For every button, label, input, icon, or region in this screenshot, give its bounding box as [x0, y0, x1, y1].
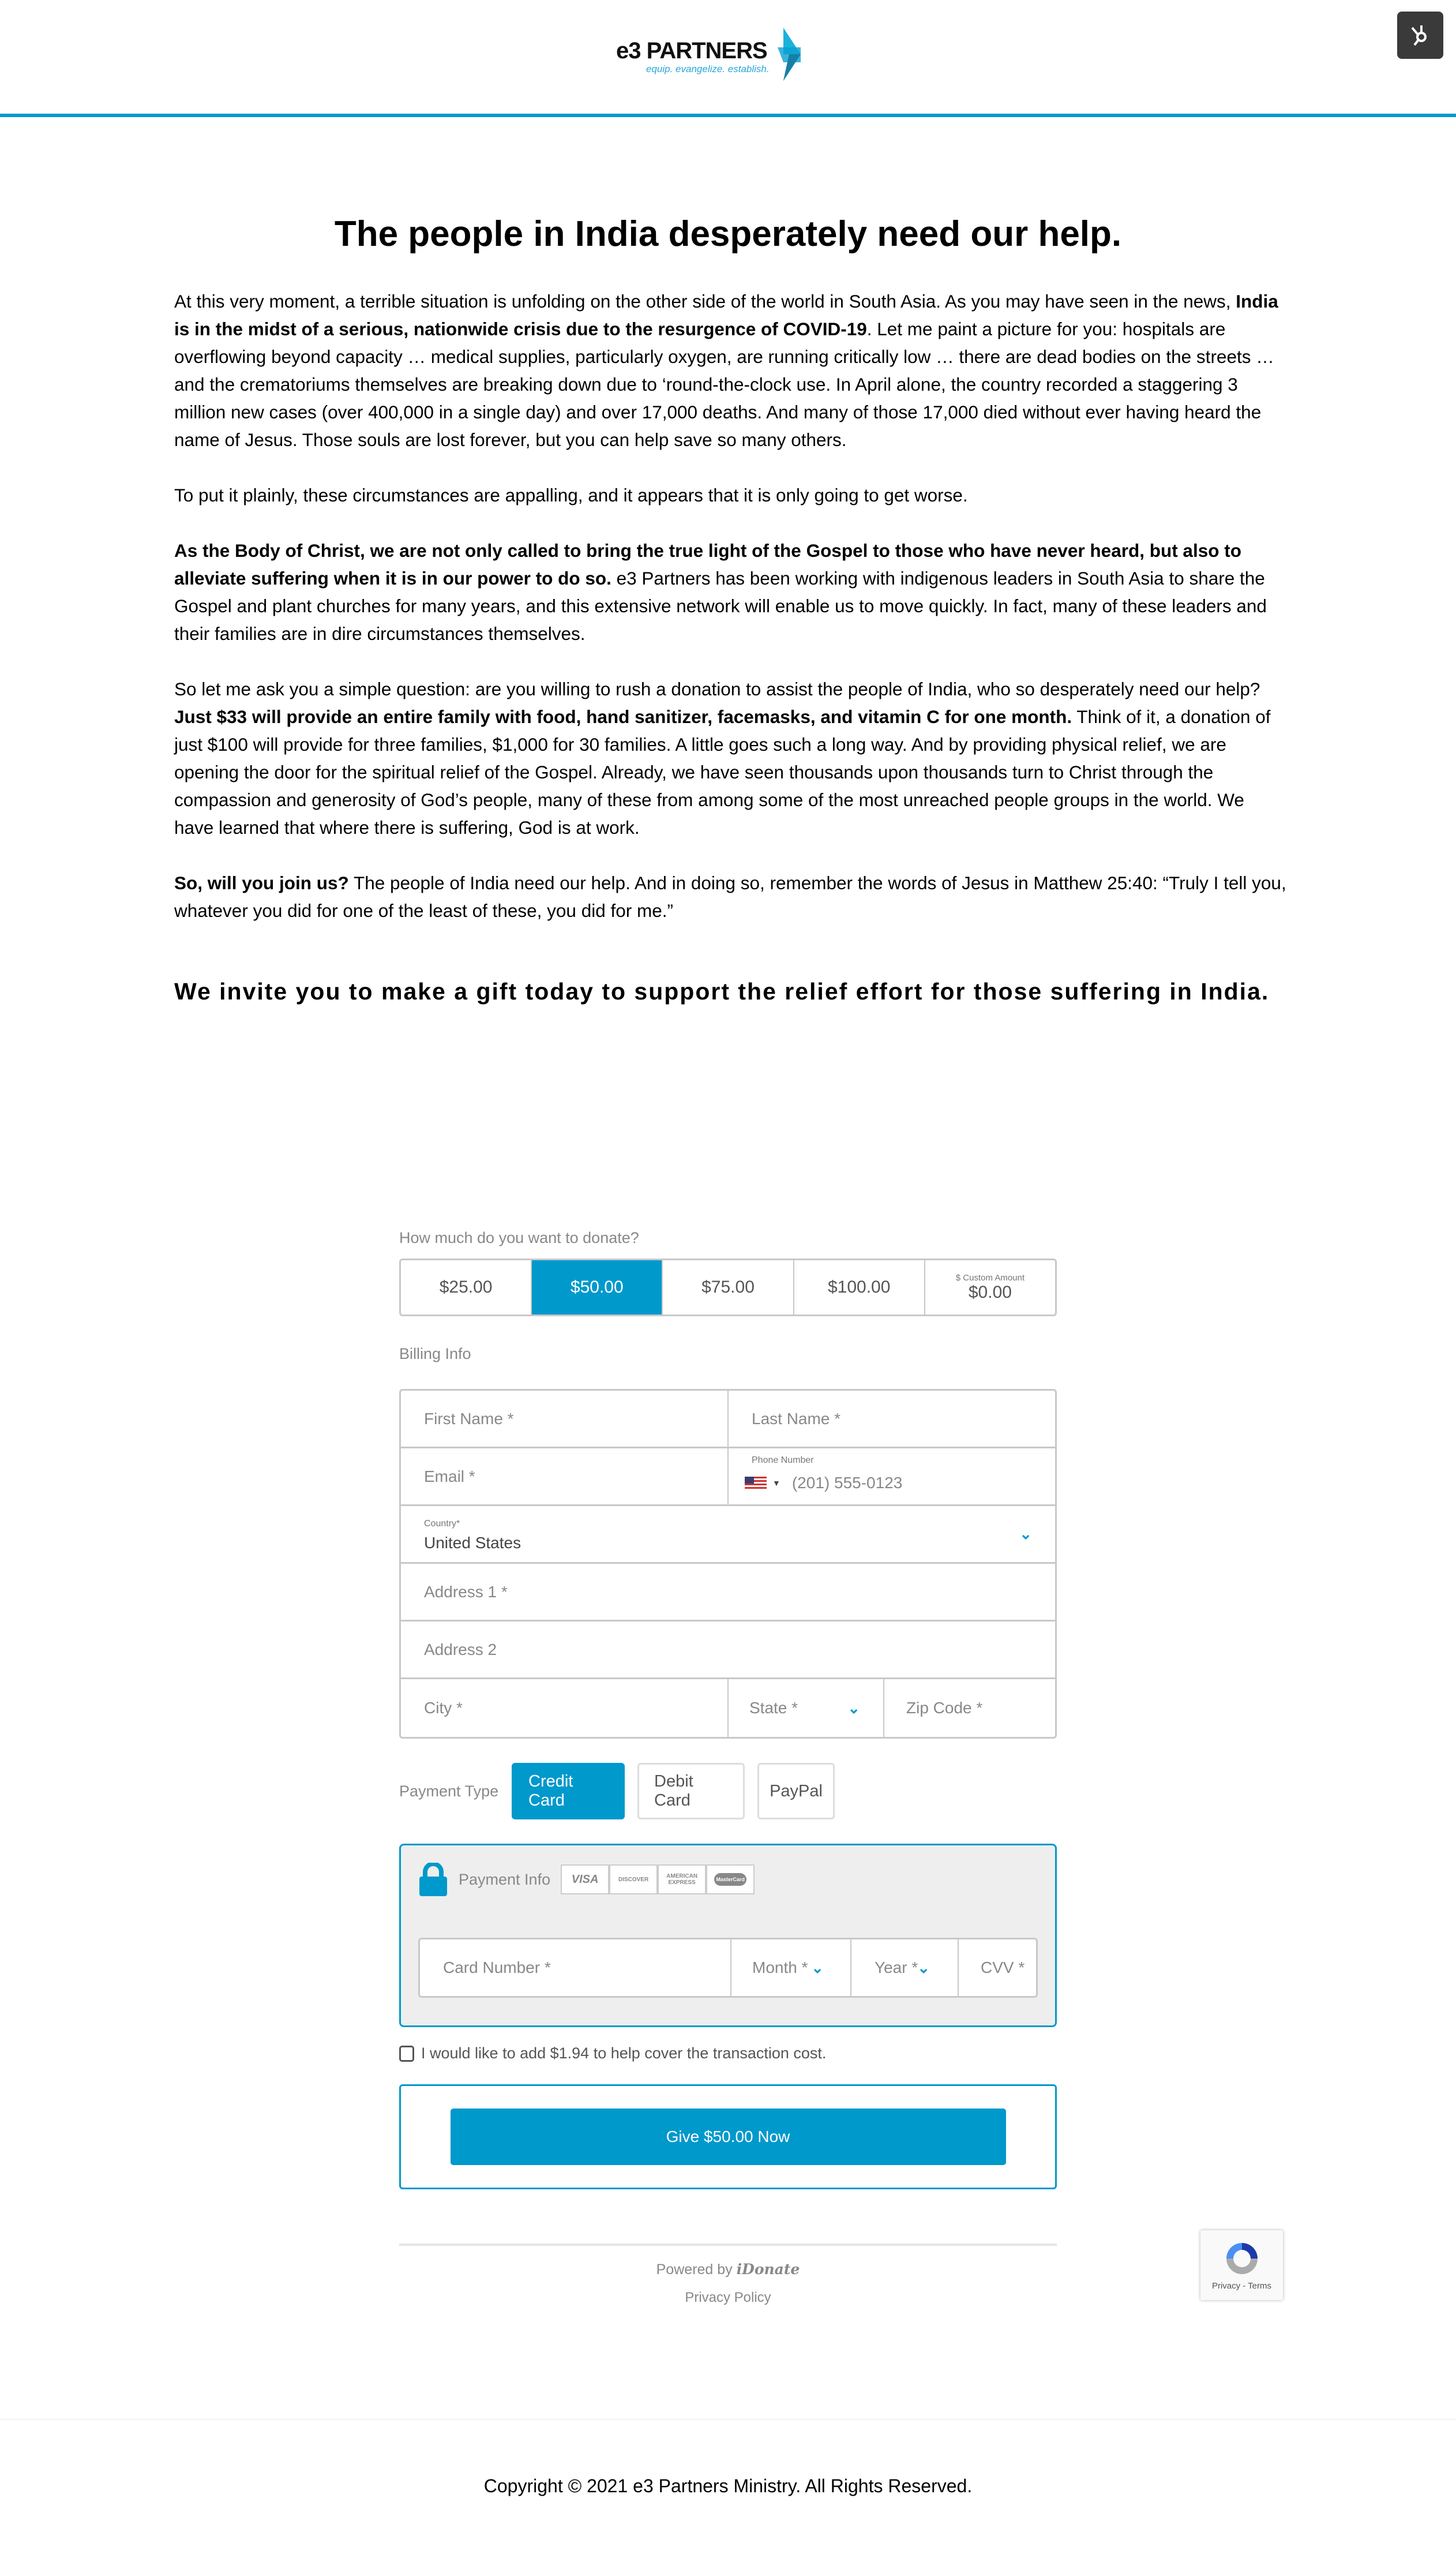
amount-option[interactable]: $100.00 — [794, 1260, 925, 1315]
billing-label: Billing Info — [399, 1345, 471, 1362]
paragraph: As the Body of Christ, we are not only called to bring the true light of the Gospel to those who have never heard, but also to alleviate suffering when it is in our power to do so. e3 Partners has been working with indigenous leaders in South Asia to share the Gospel and plant churches for many years, and this extensive network will enable us to move quickly. In fact, many of these leaders and their families are in dire circumstances themselves. — [174, 540, 1267, 644]
paragraph: So let me ask you a simple question: are you willing to rush a donation to assist the people of India, who so desperately need our help? Just $33 will provide an entire family with food, hand sanitizer, facemasks, and vitamin C for one month. Think of it, a donation of just $100 will provide for three families, $1,000 for 30 families. A little goes such a long way. And by providing physical relief, we are opening the door for the spiritual relief of the Gospel. Already, we have seen thousands upon thousands turn to Christ through the compassion and generosity of God’s people, many of these from among some of the most unreached people groups in the world. We have learned that where there is suffering, God is at work. — [174, 679, 1271, 838]
give-now-button[interactable]: Give $50.00 Now — [451, 2109, 1006, 2165]
paragraph: At this very moment, a terrible situation is unfolding on the other side of the world in South Asia. As you may have seen in the news, India is in the midst of a serious, nationwide crisis due to the resurgence of COVID-19. Let me paint a picture for you: hospitals are overflowing beyond capacity … medical supplies, particularly oxygen, are running critically low … there are dead bodies on the streets … and the crematoriums themselves are breaking down due to ‘round-the-clock use. In April alone, the country recorded a staggering 3 million new cases (over 400,000 in a single day) and over 17,000 deaths. And many of those 17,000 died without ever having heard the name of Jesus. Those souls are lost forever, but you can help save so many others. — [174, 291, 1278, 450]
submit-panel — [399, 2084, 1057, 2189]
paragraph: To put it plainly, these circumstances are appalling, and it appears that it is only going to get worse. — [174, 485, 968, 505]
debit-card-button[interactable]: Debit Card — [637, 1763, 745, 1819]
invite-heading: We invite you to make a gift today to support the relief effort for those suffering in India. — [174, 978, 1270, 1005]
paragraph: So, will you join us? The people of India need our help. And in doing so, remember the words of Jesus in Matthew 25:40: “Truly I tell you, whatever you did for one of the least of these, you did for me.” — [174, 872, 1286, 921]
city-field[interactable]: City * — [401, 1679, 729, 1737]
payment-type — [399, 1763, 1057, 1819]
site-header — [0, 0, 1456, 117]
copyright: Copyright © 2021 e3 Partners Ministry. All Rights Reserved. — [483, 2476, 973, 2496]
logo-arrow-icon — [778, 28, 818, 81]
cover-cost-option[interactable]: I would like to add $1.94 to help cover the transaction cost. — [399, 2044, 1057, 2062]
hubspot-sprocket-icon[interactable] — [1397, 12, 1443, 59]
cover-cost-checkbox[interactable] — [399, 2046, 414, 2062]
chevron-down-icon: ⌄ — [1019, 1525, 1032, 1542]
amount-option[interactable]: $25.00 — [401, 1260, 532, 1315]
amount-label: How much do you want to donate? — [399, 1229, 639, 1246]
zip-field[interactable]: Zip Code * — [906, 1699, 983, 1717]
idonate-logo[interactable]: iDonate — [736, 2261, 800, 2278]
page-title: The people in India desperately need our help. — [334, 214, 1122, 254]
powered-by: Powered by iDonate — [656, 2261, 800, 2278]
credit-card-button[interactable]: Credit Card — [512, 1763, 625, 1819]
amount-selector — [399, 1259, 1057, 1316]
privacy-policy-link[interactable]: Privacy Policy — [685, 2290, 771, 2305]
mastercard-icon: MasterCard — [706, 1864, 755, 1894]
recaptcha-icon — [1222, 2238, 1262, 2279]
appeal-letter — [174, 287, 1288, 952]
paypal-button[interactable]: PayPal — [757, 1763, 835, 1819]
year-select[interactable]: Year * ⌄ — [851, 1939, 959, 1996]
chevron-down-icon: ⌄ — [811, 1958, 824, 1976]
lock-icon — [418, 1863, 448, 1896]
month-select[interactable]: Month * ⌄ — [731, 1939, 851, 1996]
first-name-field[interactable]: First Name * — [401, 1391, 729, 1447]
recaptcha-badge[interactable]: Privacy - Terms — [1200, 2230, 1283, 2300]
chevron-down-icon: ⌄ — [847, 1699, 860, 1717]
site-footer — [0, 2419, 1456, 2554]
state-select[interactable]: State * ⌄ — [729, 1679, 884, 1737]
visa-icon: VISA — [561, 1864, 609, 1894]
payment-type-label: Payment Type — [399, 1782, 499, 1800]
card-fields — [418, 1938, 1038, 1998]
country-select[interactable]: Country* United States ⌄ — [424, 1519, 1032, 1552]
divider — [399, 2244, 1057, 2246]
address2-field[interactable]: Address 2 — [424, 1640, 497, 1658]
last-name-field[interactable]: Last Name * — [752, 1409, 841, 1428]
chevron-down-icon: ⌄ — [917, 1958, 930, 1976]
donation-form — [399, 1229, 1057, 2306]
address1-field[interactable]: Address 1 * — [424, 1582, 508, 1601]
amount-option-selected[interactable]: $50.00 — [532, 1260, 663, 1315]
caret-down-icon[interactable]: ▼ — [772, 1478, 780, 1488]
billing-fields — [399, 1389, 1057, 1739]
custom-amount-input[interactable]: $ Custom Amount $0.00 — [955, 1272, 1025, 1302]
amount-option[interactable]: $75.00 — [663, 1260, 794, 1315]
us-flag-icon[interactable] — [745, 1477, 767, 1489]
payment-info-panel: Payment Info VISA DISCOVER AMERICAN EXPRESS MasterCard Card Number * Month * ⌄ Year * ⌄ CVV * — [399, 1844, 1057, 2027]
email-field[interactable]: Email * — [401, 1448, 729, 1504]
card-number-field[interactable]: Card Number * — [420, 1939, 731, 1996]
cvv-field[interactable]: CVV * — [981, 1958, 1025, 1976]
amex-icon: AMERICAN EXPRESS — [658, 1864, 706, 1894]
e3-partners-logo[interactable]: e3 PARTNERS equip. evangelize. establish. — [616, 28, 818, 81]
discover-icon: DISCOVER — [609, 1864, 658, 1894]
phone-field[interactable]: Phone Number ▼ (201) 555-0123 — [729, 1448, 1055, 1504]
